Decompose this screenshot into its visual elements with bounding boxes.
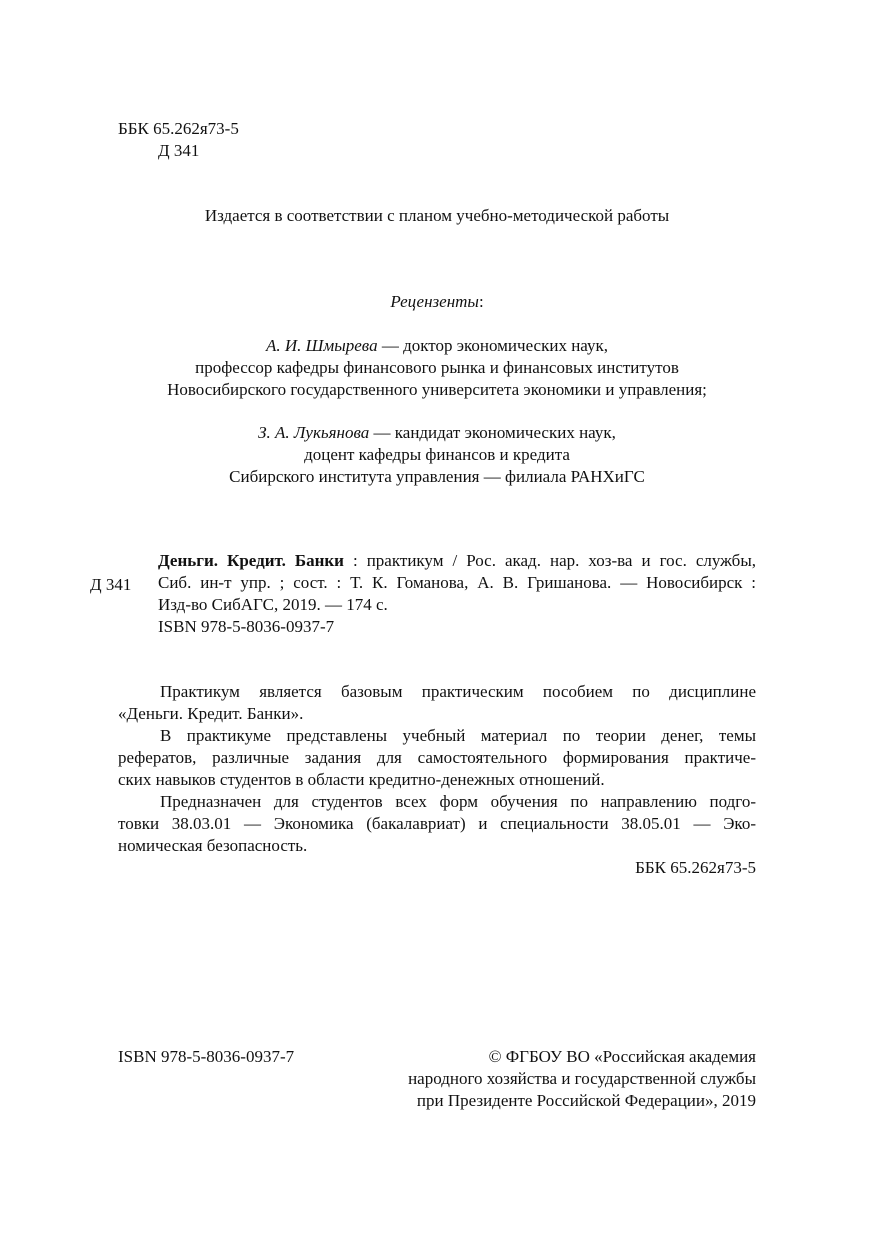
bbk-code: ББК 65.262я73-5 [118,119,239,138]
author-mark: Д 341 [158,141,200,160]
reviewers-heading-text: Рецензенты [390,292,479,311]
catalog-line-2: Сиб. ин-т упр. ; сост. : Т. К. Гоманова, А. В. Гришанова. — Новосибирск : [158,573,756,592]
abstract-bbk: ББК 65.262я73-5 [635,858,756,877]
catalog-isbn: ISBN 978-5-8036-0937-7 [158,617,335,636]
copyright-line-3: при Президенте Российской Федерации», 2019 [416,1091,756,1110]
reviewer-1-line-2: профессор кафедры финансового рынка и финансовых институтов [195,358,679,377]
reviewer-1-name: А. И. Шмырева [266,336,378,355]
reviewers-heading-colon: : [478,292,484,311]
catalog-entry [158,550,756,638]
copyright-line-2: народного хозяйства и государственной службы [408,1069,756,1088]
reviewer-2-line-3: Сибирского института управления — филиала РАНХиГС [229,467,645,486]
abstract [118,681,756,879]
catalog-title: Деньги. Кредит. Банки [158,551,344,570]
abstract-p2-line-1: В практикуме представлены учебный материал по теории денег, темы [160,726,756,745]
abstract-p2-line-2: рефератов, различные задания для самостоятельного формирования практиче- [118,748,756,767]
catalog-line-1-rest: : практикум / Рос. акад. нар. хоз-ва и гос. службы, [343,551,756,570]
reviewer-1-degree: — доктор экономических наук, [377,336,608,355]
reviewer-2-line-1 [0,422,874,444]
reviewer-2-line-2: доцент кафедры финансов и кредита [304,445,570,464]
reviewer-2-degree: — кандидат экономических наук, [369,423,616,442]
abstract-p1-line-1: Практикум является базовым практическим пособием по дисциплине [160,682,756,701]
reviewers-heading [0,291,874,313]
reviewer-1-line-1 [0,335,874,357]
abstract-p3-line-1: Предназначен для студентов всех форм обучения по направлению подго- [160,792,756,811]
reviewer-2-name: З. А. Лукьянова [258,423,370,442]
copyright-line-1: © ФГБОУ ВО «Российская академия [488,1047,756,1066]
catalog-line-1 [158,550,756,572]
abstract-p3-line-2: товки 38.03.01 — Экономика (бакалавриат) и специальности 38.05.01 — Эко- [118,814,756,833]
footer-copyright [336,1046,756,1112]
publication-note: Издается в соответствии с планом учебно-методической работы [204,206,670,225]
abstract-p2-line-3: ских навыков студентов в области кредитно-денежных отношений. [118,770,605,789]
footer-isbn: ISBN 978-5-8036-0937-7 [118,1047,295,1066]
catalog-mark: Д 341 [90,575,132,594]
reviewer-1-line-3: Новосибирского государственного университета экономики и управления; [167,380,707,399]
catalog-line-3: Изд-во СибАГС, 2019. — 174 с. [158,595,388,614]
abstract-p1-line-2: «Деньги. Кредит. Банки». [118,704,304,723]
abstract-p3-line-3: номическая безопасность. [118,836,308,855]
